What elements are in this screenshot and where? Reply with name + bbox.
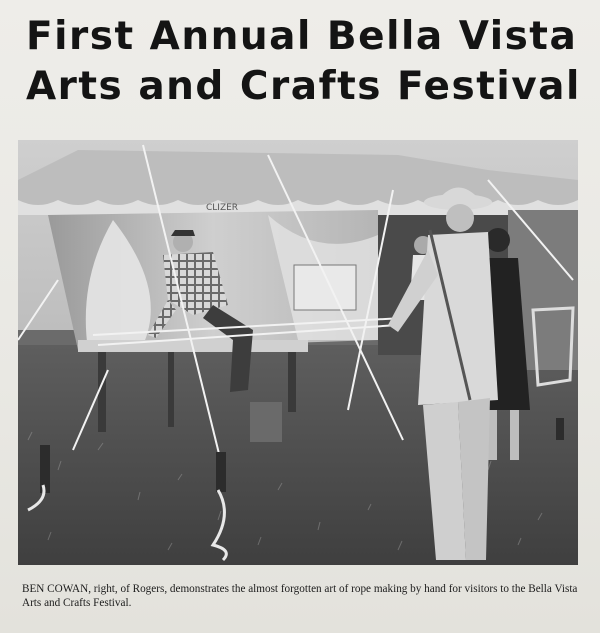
tent-sign-text: CLIZER	[206, 203, 239, 213]
headline-line-2: Arts and Crafts Festival	[26, 64, 581, 109]
headline-line-1: First Annual Bella Vista	[26, 14, 578, 59]
sign-board	[294, 265, 356, 310]
table-leg	[168, 352, 174, 427]
news-photo	[18, 140, 578, 565]
headline	[26, 12, 586, 112]
photo-illustration	[18, 140, 578, 565]
photo-caption: BEN COWAN, right, of Rogers, demonstrates the almost forgotten art of rope making by hand for visitors to the Bella Vista Arts and Crafts Festival.	[22, 583, 578, 609]
table-leg	[288, 352, 296, 412]
tent-stake	[216, 452, 226, 492]
bucket	[250, 402, 282, 442]
tent-stake	[40, 445, 50, 493]
tent-stake	[556, 418, 564, 440]
